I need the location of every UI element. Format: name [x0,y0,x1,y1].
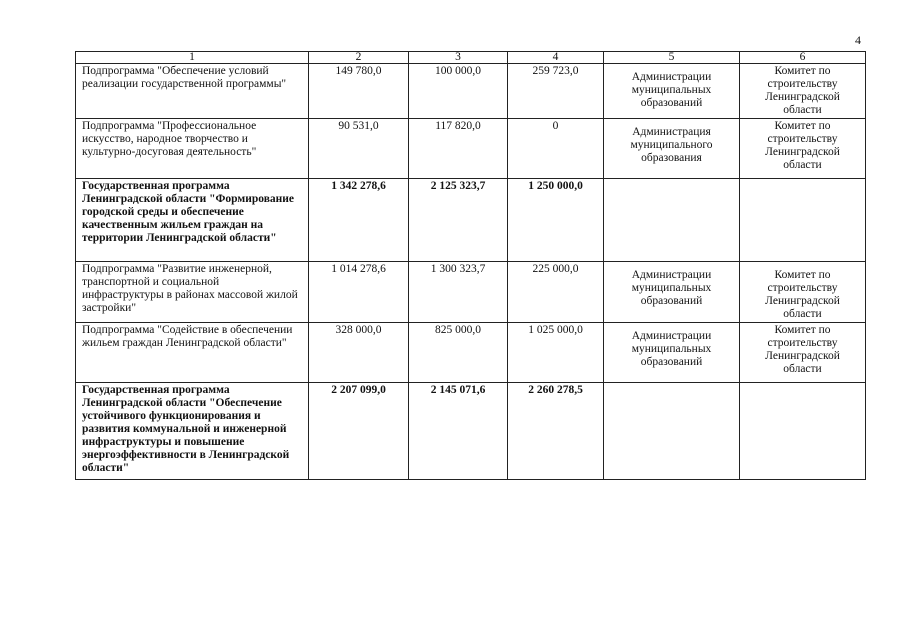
executor [604,179,740,262]
program-funding-table [75,51,866,480]
column-header: 4 [508,52,604,64]
table-row [76,64,866,119]
responsible-body: Комитет по строительству Ленинградской области [740,119,866,179]
amount-col3: 100 000,0 [409,64,508,119]
program-name: Подпрограмма "Профессиональное искусство, народное творчество и культурно-досуговая деятельность" [76,119,309,179]
table-row [76,323,866,383]
table-header [76,52,866,64]
program-name: Подпрограмма "Развитие инженерной, транспортной и социальной инфраструктуры в районах массовой жилой застройки" [76,262,309,323]
responsible-body [740,383,866,480]
column-header: 2 [309,52,409,64]
amount-col2: 1 342 278,6 [309,179,409,262]
executor [604,383,740,480]
executor: Администрации муниципальных образований [604,323,740,383]
amount-col2: 90 531,0 [309,119,409,179]
amount-col4: 1 250 000,0 [508,179,604,262]
column-header: 1 [76,52,309,64]
page-number: 4 [855,33,861,47]
amount-col4: 259 723,0 [508,64,604,119]
amount-col3: 2 145 071,6 [409,383,508,480]
amount-col2: 1 014 278,6 [309,262,409,323]
amount-col3: 1 300 323,7 [409,262,508,323]
table-row [76,179,866,262]
table-row [76,262,866,323]
program-name: Подпрограмма "Обеспечение условий реализации государственной программы" [76,64,309,119]
amount-col3: 117 820,0 [409,119,508,179]
column-header: 5 [604,52,740,64]
program-name: Государственная программа Ленинградской области "Обеспечение устойчивого функционирования и развития коммунальной и инженерной инфраструктуры и повышение энергоэффективности в Ленинградской области" [76,383,309,480]
table-row [76,119,866,179]
amount-col2: 149 780,0 [309,64,409,119]
program-name: Подпрограмма "Содействие в обеспечении жильем граждан Ленинградской области" [76,323,309,383]
amount-col4: 225 000,0 [508,262,604,323]
responsible-body [740,179,866,262]
column-header: 6 [740,52,866,64]
amount-col3: 2 125 323,7 [409,179,508,262]
responsible-body: Комитет по строительству Ленинградской области [740,323,866,383]
responsible-body: Комитет по строительству Ленинградской области [740,64,866,119]
amount-col2: 2 207 099,0 [309,383,409,480]
executor: Администрация муниципального образования [604,119,740,179]
amount-col4: 2 260 278,5 [508,383,604,480]
amount-col3: 825 000,0 [409,323,508,383]
amount-col2: 328 000,0 [309,323,409,383]
executor: Администрации муниципальных образований [604,64,740,119]
amount-col4: 1 025 000,0 [508,323,604,383]
executor: Администрации муниципальных образований [604,262,740,323]
table-row [76,383,866,480]
responsible-body: Комитет по строительству Ленинградской области [740,262,866,323]
program-name: Государственная программа Ленинградской области "Формирование городской среды и обеспечение качественным жильем граждан на территории Ленинградской области" [76,179,309,262]
amount-col4: 0 [508,119,604,179]
column-header: 3 [409,52,508,64]
